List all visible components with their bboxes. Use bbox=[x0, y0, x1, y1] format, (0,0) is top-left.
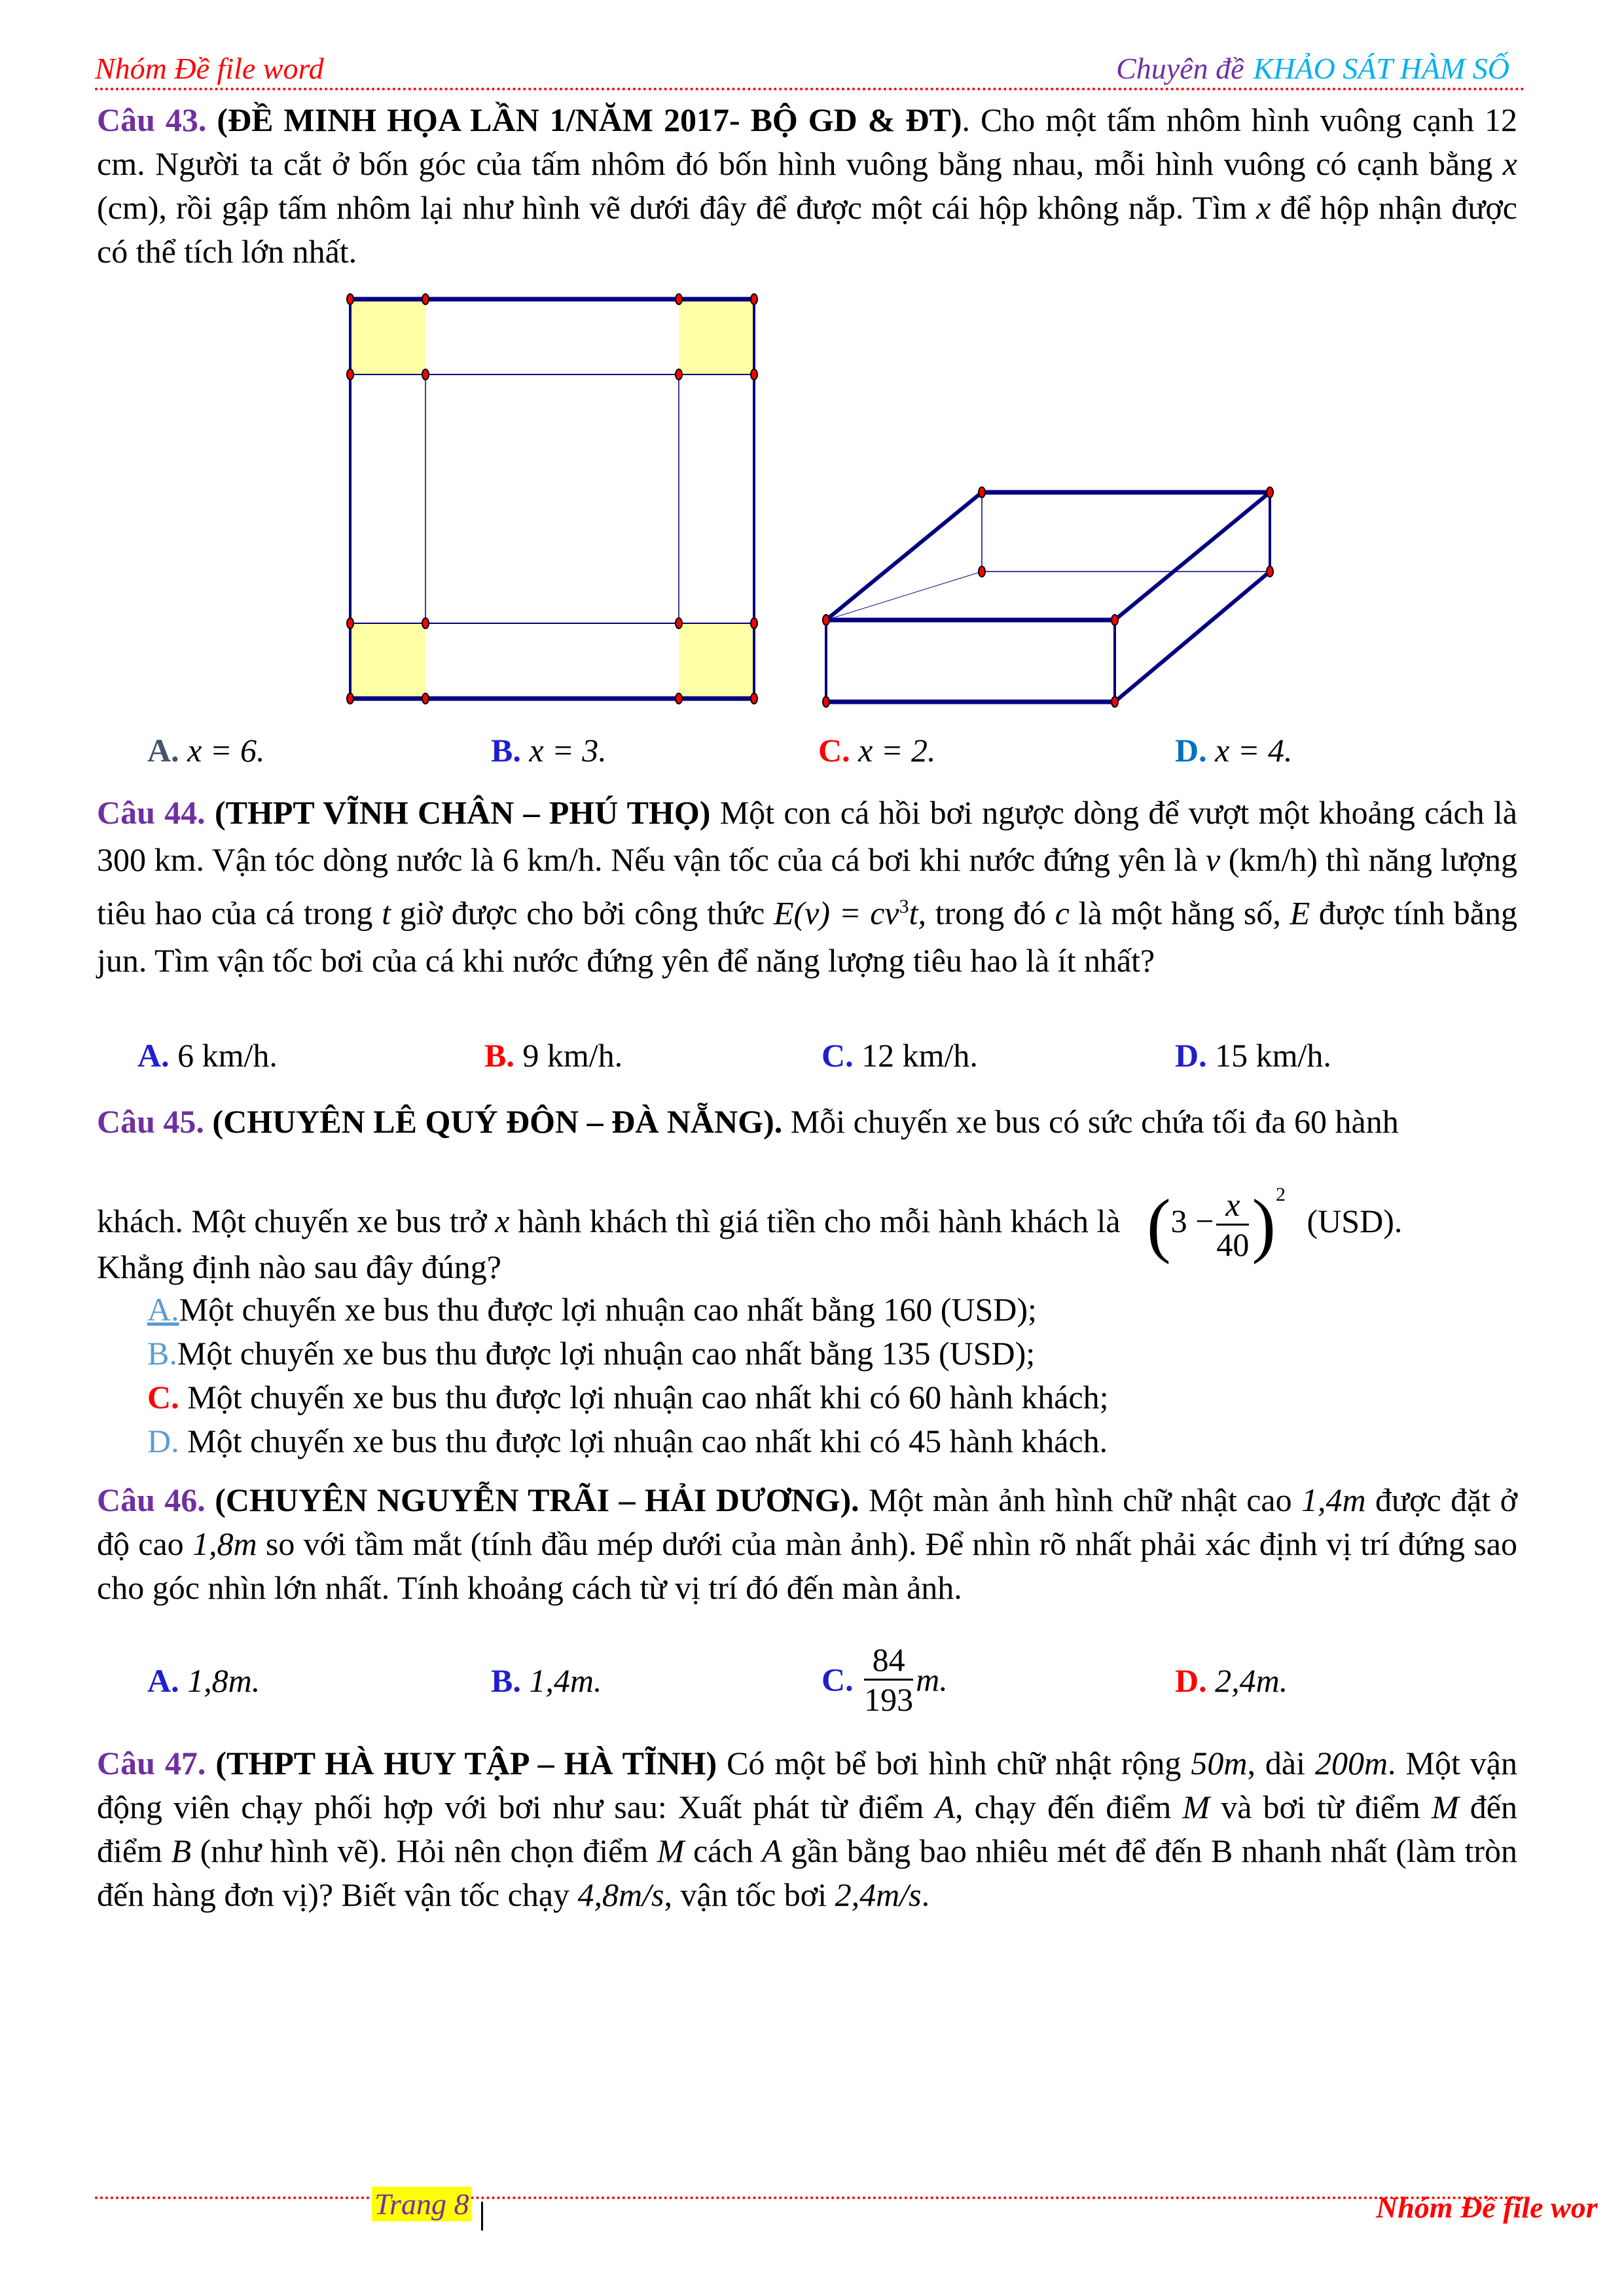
option-value: 6 km/h. bbox=[177, 1037, 278, 1074]
open-box-diagram bbox=[823, 487, 1273, 707]
header-topic-prefix: Chuyên đề bbox=[1116, 52, 1244, 85]
option-value: 12 km/h. bbox=[861, 1037, 978, 1074]
question-46 bbox=[97, 1478, 1517, 1610]
question-text: (cm), rồi gập tấm nhôm lại như hình vẽ dưới đây để được một cái hộp không nắp. Tìm bbox=[97, 189, 1257, 226]
question-text: được đặt ở độ cao bbox=[97, 1482, 1518, 1562]
option-label: A. bbox=[147, 732, 179, 769]
math-value: 50m bbox=[1191, 1745, 1248, 1781]
option-d[interactable] bbox=[147, 1419, 1109, 1463]
question-text: Một màn ảnh hình chữ nhật cao bbox=[859, 1482, 1301, 1518]
math-value: 2,4m/s bbox=[835, 1876, 922, 1913]
option-a[interactable] bbox=[147, 731, 265, 769]
question-44 bbox=[97, 789, 1517, 984]
header-topic-title: KHẢO SÁT HÀM SỐ bbox=[1253, 52, 1509, 85]
question-source: (THPT VĨNH CHÂN – PHÚ THỌ) bbox=[214, 794, 711, 831]
question-45-options bbox=[147, 1288, 1109, 1463]
option-value: 1,4m. bbox=[529, 1662, 602, 1699]
question-label: Câu 44. bbox=[97, 794, 206, 831]
option-label: A. bbox=[147, 1662, 179, 1699]
math-var: x bbox=[495, 1203, 510, 1239]
option-unit: m. bbox=[916, 1661, 948, 1698]
fraction bbox=[864, 1643, 913, 1716]
question-text: . Một vận động viên chạy phối hợp với bơi như sau: Xuất phát từ điểm bbox=[97, 1745, 1518, 1825]
option-b[interactable] bbox=[484, 1036, 623, 1074]
math-var: M bbox=[1182, 1789, 1210, 1825]
question-text: để hộp nhận được có thể tích lớn nhất. bbox=[97, 189, 1517, 270]
fraction-numerator: x bbox=[1216, 1188, 1249, 1226]
question-43 bbox=[97, 98, 1517, 274]
question-text: hành khách thì giá tiền cho mỗi hành khách là bbox=[509, 1203, 1121, 1239]
question-text: Một con cá hồi bơi ngược dòng để vượt một khoảng cách là 300 km. Vận tóc dòng nước là 6 km/h. Nếu vận tốc của cá bơi khi nước đứng yên là bbox=[97, 794, 1517, 878]
question-label: Câu 45. bbox=[97, 1103, 204, 1140]
footer-divider bbox=[95, 2196, 1525, 2199]
option-value: 2,4m. bbox=[1215, 1662, 1288, 1699]
option-value: x = 6. bbox=[187, 732, 265, 769]
page-number: Trang 8 bbox=[372, 2187, 471, 2221]
header-divider bbox=[95, 88, 1525, 90]
unit: (USD). bbox=[1307, 1203, 1403, 1239]
question-text: là một hằng số, bbox=[1069, 894, 1290, 932]
option-c[interactable] bbox=[147, 1376, 1109, 1419]
option-label: B. bbox=[491, 732, 521, 769]
option-value: Một chuyến xe bus thu được lợi nhuận cao nhất bằng 135 (USD); bbox=[177, 1335, 1036, 1372]
question-text: (km/h) thì năng lượng tiêu hao của cá trong bbox=[97, 841, 1517, 932]
math-var: B bbox=[171, 1832, 192, 1869]
question-45-prompt: Khẳng định nào sau đây đúng? bbox=[97, 1248, 501, 1285]
formula-lead: 3 − bbox=[1170, 1203, 1214, 1239]
option-label: A. bbox=[147, 1291, 179, 1328]
question-text: (như hình vẽ). Hỏi nên chọn điểm bbox=[191, 1832, 657, 1869]
math-var: c bbox=[1055, 894, 1070, 932]
question-text: . Cho một tấm nhôm hình vuông cạnh 12 cm. Người ta cắt ở bốn góc của tấm nhôm đó bốn hình vuông bằng nhau, mỗi hình vuông có cạnh bằng bbox=[97, 101, 1517, 182]
price-formula: (3 − $\frac{x}{40}$ )$^2$ bbox=[1147, 1184, 1286, 1265]
question-text: cách bbox=[684, 1832, 763, 1869]
header-topic bbox=[1116, 51, 1509, 86]
option-label: A. bbox=[137, 1037, 170, 1074]
question-text: , vận tốc bơi bbox=[664, 1876, 835, 1913]
fraction-denominator: 40 bbox=[1216, 1226, 1250, 1264]
option-a[interactable] bbox=[137, 1036, 278, 1074]
option-a[interactable] bbox=[147, 1662, 260, 1700]
question-text: đến điểm bbox=[97, 1789, 1517, 1869]
question-label: Câu 43. bbox=[97, 101, 207, 138]
fraction-denominator: 193 bbox=[864, 1681, 914, 1718]
math-var: x bbox=[1256, 189, 1271, 226]
option-label: D. bbox=[147, 1423, 179, 1459]
question-text: Có một bể bơi hình chữ nhật rộng bbox=[717, 1745, 1191, 1781]
math-var: A bbox=[762, 1832, 782, 1869]
formula-exponent: 3 bbox=[899, 896, 909, 917]
math-value: 4,8m/s bbox=[577, 1876, 664, 1913]
question-text: giờ được cho bởi công thức bbox=[391, 894, 774, 932]
square-sheet-diagram bbox=[347, 294, 757, 704]
formula-exponent: 2 bbox=[1276, 1184, 1286, 1205]
question-44-options bbox=[137, 1036, 1522, 1082]
question-source: (ĐỀ MINH HỌA LẦN 1/NĂM 2017- BỘ GD & ĐT) bbox=[217, 101, 962, 138]
option-value: Một chuyến xe bus thu được lợi nhuận cao nhất khi có 45 hành khách. bbox=[187, 1423, 1108, 1459]
option-value: 1,8m. bbox=[187, 1662, 261, 1699]
question-47 bbox=[97, 1741, 1517, 1917]
math-value: 200m bbox=[1314, 1745, 1388, 1781]
option-a[interactable] bbox=[147, 1288, 1109, 1332]
option-label: C. bbox=[821, 1661, 854, 1698]
math-var: v bbox=[1206, 841, 1221, 878]
option-value: x = 4. bbox=[1215, 732, 1293, 769]
option-d[interactable] bbox=[1175, 731, 1293, 769]
option-b[interactable] bbox=[491, 731, 607, 769]
question-text: khách. Một chuyến xe bus trở bbox=[97, 1203, 496, 1239]
question-46-options bbox=[147, 1643, 1522, 1728]
option-value: x = 3. bbox=[529, 732, 607, 769]
question-text: và bơi từ điểm bbox=[1210, 1789, 1432, 1825]
option-value: 9 km/h. bbox=[522, 1037, 623, 1074]
question-source: (THPT HÀ HUY TẬP – HÀ TĨNH) bbox=[215, 1745, 717, 1781]
option-label: B. bbox=[147, 1335, 177, 1372]
option-b[interactable] bbox=[147, 1332, 1109, 1376]
option-value: 15 km/h. bbox=[1215, 1037, 1331, 1074]
question-source: (CHUYÊN NGUYỄN TRÃI – HẢI DƯƠNG). bbox=[215, 1482, 859, 1518]
option-label: B. bbox=[491, 1662, 521, 1699]
question-text: trong đó bbox=[926, 894, 1055, 932]
question-text: so với tầm mắt (tính đầu mép dưới của màn ảnh). Để nhìn rõ nhất phải xác định vị trí đứng sao cho góc nhìn lớn nhất. Tính khoảng cách từ vị trí đó đến màn ảnh. bbox=[97, 1525, 1517, 1606]
math-var: x bbox=[1502, 145, 1517, 182]
math-value: 1,8m bbox=[192, 1525, 257, 1562]
option-c[interactable] bbox=[821, 1643, 948, 1716]
math-var: A bbox=[935, 1789, 956, 1825]
formula: E(v) = cv bbox=[774, 894, 899, 932]
question-text: , chạy đến điểm bbox=[955, 1789, 1183, 1825]
question-label: Câu 46. bbox=[97, 1482, 206, 1518]
option-b[interactable] bbox=[491, 1662, 602, 1700]
option-value: Một chuyến xe bus thu được lợi nhuận cao nhất khi có 60 hành khách; bbox=[187, 1379, 1109, 1415]
header-group-name: Nhóm Đề file word bbox=[95, 52, 324, 85]
option-c[interactable] bbox=[818, 731, 936, 769]
formula: t, bbox=[909, 894, 927, 932]
question-45 bbox=[97, 1100, 1517, 1144]
fraction-numerator: 84 bbox=[864, 1643, 913, 1681]
option-value: Một chuyến xe bus thu được lợi nhuận cao nhất bằng 160 (USD); bbox=[179, 1291, 1037, 1328]
option-c[interactable] bbox=[821, 1036, 978, 1074]
option-label: C. bbox=[821, 1037, 854, 1074]
option-label: D. bbox=[1175, 732, 1207, 769]
option-label: D. bbox=[1175, 1037, 1207, 1074]
footer-separator bbox=[481, 2202, 483, 2231]
question-43-options bbox=[147, 731, 1522, 777]
question-text: gần bằng bao nhiêu mét để đến B nhanh nhất (làm tròn đến hàng đơn vị)? Biết vận tốc chạy bbox=[97, 1832, 1517, 1913]
question-source: (CHUYÊN LÊ QUÝ ĐÔN – ĐÀ NẴNG). bbox=[212, 1103, 783, 1140]
question-text: , dài bbox=[1247, 1745, 1315, 1781]
question-label: Câu 47. bbox=[97, 1745, 206, 1781]
math-value: 1,4m bbox=[1301, 1482, 1366, 1518]
math-var: E bbox=[1290, 894, 1310, 932]
option-value: x = 2. bbox=[858, 732, 936, 769]
question-text: Mỗi chuyến xe bus có sức chứa tối đa 60 hành bbox=[782, 1103, 1399, 1140]
question-text: . bbox=[921, 1876, 930, 1913]
math-var: t bbox=[382, 894, 391, 932]
option-d[interactable] bbox=[1175, 1662, 1288, 1700]
math-var: M bbox=[657, 1832, 685, 1869]
option-label: C. bbox=[147, 1379, 179, 1415]
question-43-figure bbox=[327, 282, 1296, 714]
option-d[interactable] bbox=[1175, 1036, 1331, 1074]
option-label: D. bbox=[1175, 1662, 1207, 1699]
question-text: được tính bằng jun. Tìm vận tốc bơi của cá khi nước đứng yên để năng lượng tiêu hao là ít nhất? bbox=[97, 894, 1517, 979]
math-var: M bbox=[1432, 1789, 1459, 1825]
footer-group-name: Nhóm Đề file wor bbox=[1376, 2191, 1598, 2224]
option-label: C. bbox=[818, 732, 850, 769]
option-label: B. bbox=[484, 1037, 514, 1074]
